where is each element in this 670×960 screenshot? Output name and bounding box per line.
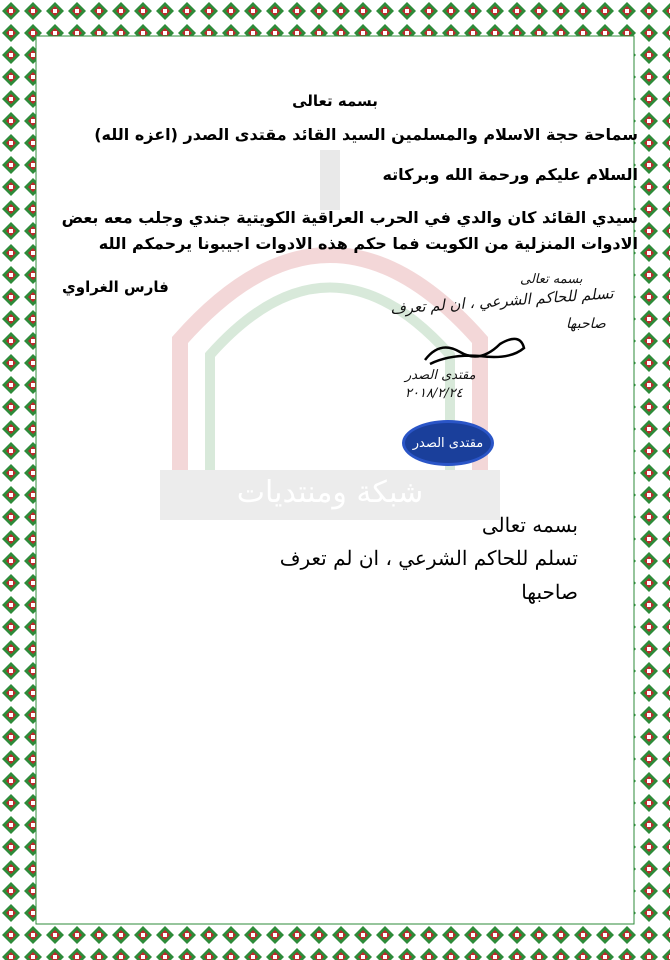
reply-owner: صاحبها: [521, 580, 578, 604]
letter-heading: بسمه تعالى: [292, 92, 378, 110]
reply-heading: بسمه تعالى: [481, 513, 578, 537]
reply-ruling: تسلم للحاكم الشرعي ، ان لم تعرف: [279, 546, 578, 570]
letter-body: سيدي القائد كان والدي في الحرب العراقية الكويتية جندي وجلب معه بعض الادوات المنزلية من الكويت فما حكم هذه الادوات اجيبونا يرحمكم الله: [61, 208, 638, 253]
handwritten-owner: صاحبها: [566, 316, 606, 332]
watermark-caption: شبكة ومنتديات: [236, 475, 424, 510]
handwritten-signature: مقتدى الصدر: [405, 368, 476, 383]
handwritten-date: ٢٠١٨/٢/٢٤: [405, 386, 463, 401]
handwritten-heading: بسمه تعالى: [520, 272, 583, 287]
handwritten-ruling: تسلم للحاكم الشرعي ، ان لم تعرف: [389, 284, 615, 318]
letter-addressee: سماحة حجة الاسلام والمسلمين السيد القائد مقتدى الصدر (اعزه الله): [94, 125, 638, 144]
signature-mark: [420, 330, 530, 370]
letter-greeting: السلام عليكم ورحمة الله وبركاته: [382, 165, 638, 184]
letter-sender: فارس الغراوي: [62, 278, 169, 296]
official-seal: مقتدى الصدر: [402, 420, 494, 466]
